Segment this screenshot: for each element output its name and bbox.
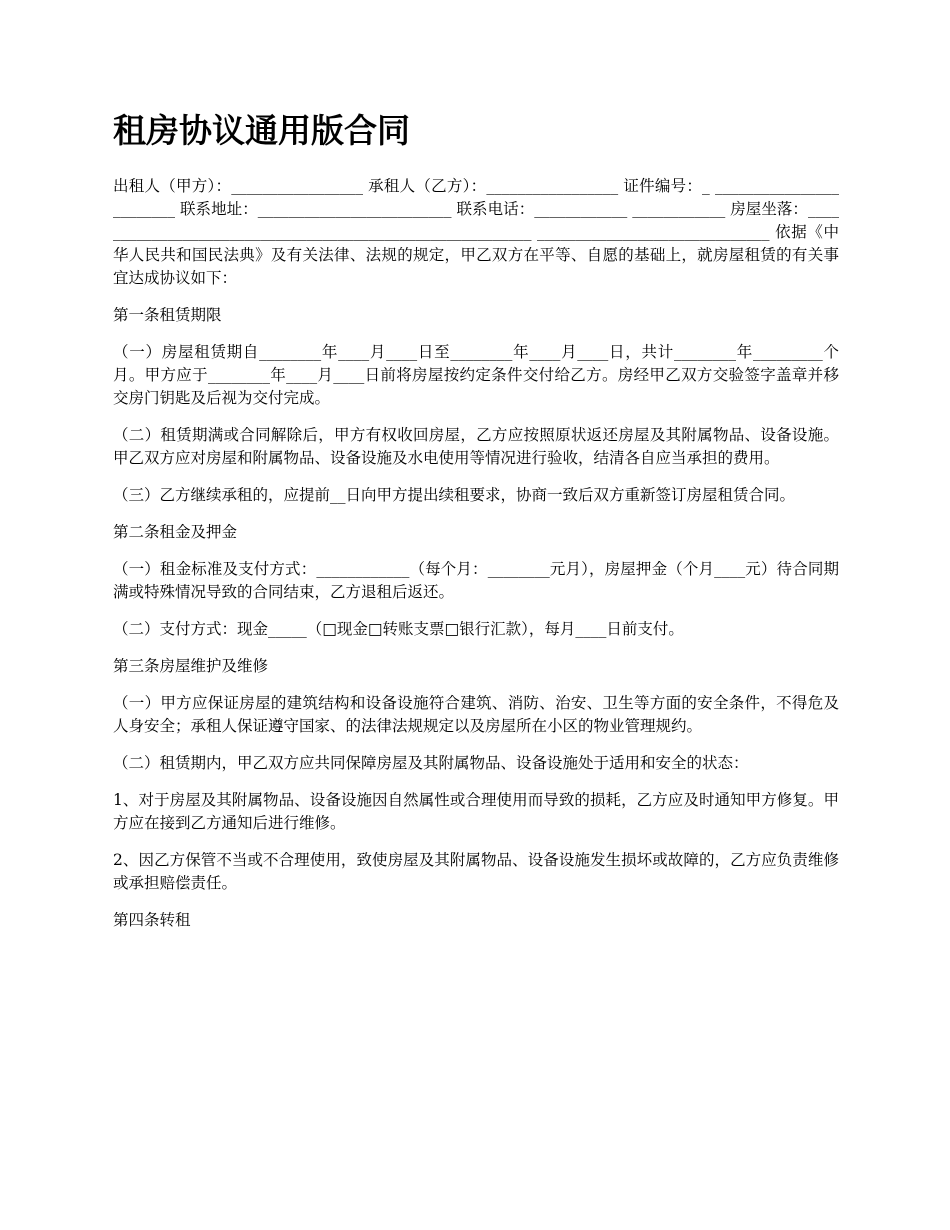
article-3-item-2: 2、因乙方保管不当或不合理使用，致使房屋及其附属物品、设备设施发生损坏或故障的，乙方应负责维修或承担赔偿责任。: [113, 851, 839, 892]
article-1-clause-3: （三）乙方继续承租的，应提前__日向甲方提出续租要求，协商一致后双方重新签订房屋租赁合同。: [113, 486, 796, 504]
article-2-clause-1: （一）租金标准及支付方式：____________（每个月：________元月），房屋押金（个月____元）待合同期满或特殊情况导致的合同结束，乙方退租后返还。: [113, 560, 839, 601]
document-page: [113, 108, 839, 946]
article-3-clause-2: （二）租赁期内，甲乙双方应共同保障房屋及其附属物品、设备设施处于适用和安全的状态：: [113, 754, 749, 772]
article-3-heading: 第三条房屋维护及维修: [113, 657, 269, 675]
article-3-clause-1: （一）甲方应保证房屋的建筑结构和设备设施符合建筑、消防、治安、卫生等方面的安全条件，不得危及人身安全；承租人保证遵守国家、的法律法规规定以及房屋所在小区的物业管理规约。: [113, 694, 839, 735]
article-4-heading: 第四条转租: [113, 911, 191, 929]
article-1-clause-2: （二）租赁期满或合同解除后，甲方有权收回房屋，乙方应按照原状返还房屋及其附属物品、设备设施。甲乙双方应对房屋和附属物品、设备设施及水电使用等情况进行验收，结清各自应当承担的费用。: [113, 426, 839, 467]
document-title: 租房协议通用版合同: [113, 111, 410, 150]
article-2-heading: 第二条租金及押金: [113, 523, 238, 541]
article-3-item-1: 1、对于房屋及其附属物品、设备设施因自然属性或合理使用而导致的损耗，乙方应及时通知甲方修复。甲方应在接到乙方通知后进行维修。: [113, 791, 839, 832]
article-1-clause-1: （一）房屋租赁期自________年____月____日至________年____月____日，共计________年_________个月。甲方应于________年____月____日前将房屋按约定条件交付给乙方。房经甲乙双方交验签字盖章并移交房门钥匙及后视为交付完成。: [113, 343, 839, 407]
article-1-heading: 第一条租赁期限: [113, 306, 222, 324]
intro-paragraph: 出租人（甲方）：_________________ 承租人（乙方）：_________________ 证件编号：_ ________________________ 联系地址：_________________________ 联系电话：____________ ____________ 房屋坐落：__________________________________________________________ ______________________________ 依据《中华人民共和国民法典》及有关法律、法规的规定，甲乙双方在平等、自愿的基础上，就房屋租赁的有关事宜达成协议如下：: [113, 177, 839, 287]
article-2-clause-2: （二）支付方式：现金_____（□现金□转账支票□银行汇款），每月____日前支付。: [113, 620, 684, 638]
